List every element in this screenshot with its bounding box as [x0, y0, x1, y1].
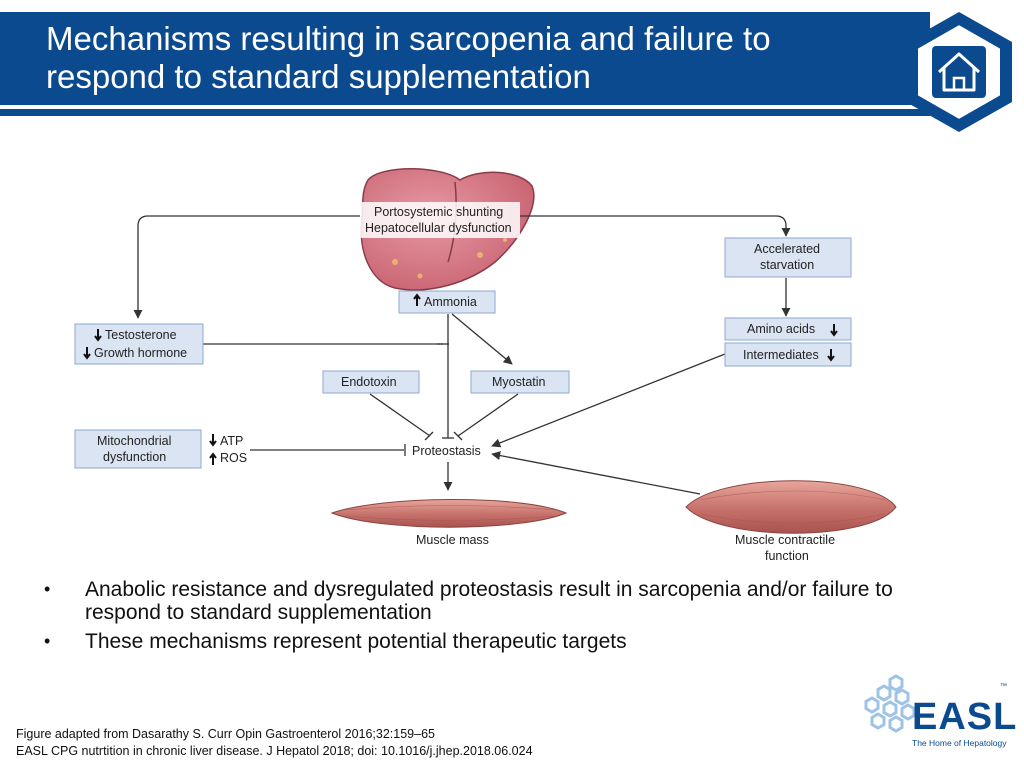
- muscle-mass-illustration: [332, 499, 566, 527]
- accelerated-label-1: Accelerated: [754, 242, 821, 256]
- amino-acids-label: Amino acids: [747, 322, 816, 336]
- slide-title: [46, 20, 886, 96]
- atp-label: ATP: [220, 434, 244, 448]
- svg-text:™: ™: [1000, 683, 1007, 690]
- reference-line-1: Figure adapted from Dasarathy S. Curr Opin Gastroenterol 2016;32:159–65: [16, 727, 435, 741]
- bullet-dot: •: [44, 579, 51, 599]
- slide-title-line-2: respond to standard supplementation: [46, 58, 591, 95]
- easl-wordmark: EASL: [912, 696, 1018, 738]
- easl-tagline: The Home of Hepatology: [912, 738, 1007, 748]
- bullet-dot: •: [44, 631, 51, 651]
- bullet-text: These mechanisms represent potential therapeutic targets: [85, 630, 627, 653]
- mechanism-diagram: [0, 160, 1024, 570]
- proteostasis-label: Proteostasis: [412, 444, 481, 458]
- muscle-contractile-label-2: function: [765, 549, 809, 563]
- bullet-list: [44, 578, 944, 659]
- home-icon: [900, 8, 1018, 136]
- easl-logo: [858, 672, 1018, 752]
- ros-label: ROS: [220, 451, 248, 465]
- accelerated-label-2: starvation: [760, 258, 815, 272]
- down-arrow-icon: [210, 434, 216, 445]
- bullet-item: [44, 578, 944, 624]
- testosterone-label: Testosterone: [105, 328, 177, 342]
- muscle-mass-label: Muscle mass: [416, 533, 489, 547]
- ammonia-label: Ammonia: [424, 295, 477, 309]
- endotoxin-label: Endotoxin: [341, 375, 397, 389]
- references: [16, 726, 533, 760]
- reference-line-2: EASL CPG nutrtition in chronic liver disease. J Hepatol 2018; doi: 10.1016/j.jhep.2018.06.024: [16, 744, 533, 758]
- mito-label-2: dysfunction: [103, 450, 167, 464]
- up-arrow-icon: [210, 454, 216, 465]
- slide-title-line-1: Mechanisms resulting in sarcopenia and failure to: [46, 20, 771, 57]
- growth-hormone-label: Growth hormone: [94, 346, 188, 360]
- bullet-item: [44, 630, 944, 653]
- mito-label-1: Mitochondrial: [97, 434, 172, 448]
- bullet-text: Anabolic resistance and dysregulated proteostasis result in sarcopenia and/or failure to respond to standard supplementation: [85, 578, 893, 624]
- muscle-contractile-label-1: Muscle contractile: [735, 533, 836, 547]
- intermediates-label: Intermediates: [743, 348, 819, 362]
- myostatin-label: Myostatin: [492, 375, 546, 389]
- liver-label-1: Portosystemic shunting: [374, 205, 504, 219]
- home-button[interactable]: [900, 8, 1018, 136]
- title-bar-stripe: [0, 109, 930, 116]
- liver-label-2: Hepatocellular dysfunction: [365, 221, 512, 235]
- muscle-contractile-illustration: [686, 481, 896, 534]
